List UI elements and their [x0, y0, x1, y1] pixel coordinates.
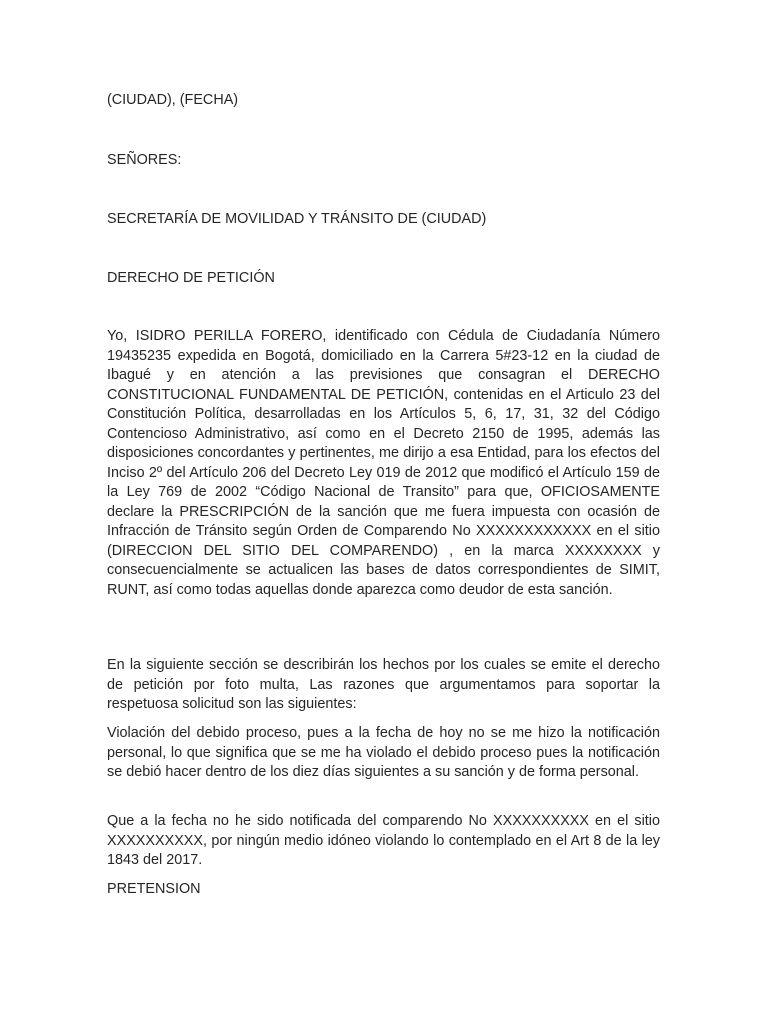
subject: DERECHO DE PETICIÓN: [107, 270, 275, 286]
salutation: SEÑORES:: [107, 152, 182, 168]
place-date: (CIUDAD), (FECHA): [107, 92, 239, 108]
recipient: SECRETARÍA DE MOVILIDAD Y TRÁNSITO DE (CIUDAD): [107, 211, 487, 227]
paragraph-facts-intro: En la siguiente sección se describirán los hechos por los cuales se emite el derecho de petición por foto multa, Las razones que argumentamos para soportar la respetuosa solicitud son las siguientes:: [107, 657, 660, 712]
paragraph-petition: Yo, ISIDRO PERILLA FORERO, identificado con Cédula de Ciudadanía Número 19435235 expedida en Bogotá, domiciliado en la Carrera 5#23-12 en la ciudad de Ibagué y en atención a las previsiones que consagran el DERECHO CONSTITUCIONAL FUNDAMENTAL DE PETICIÓN, contenidas en el Articulo 23 del Constitución Política, desarrolladas en los Artículos 5, 6, 17, 31, 32 del Código Contencioso Administrativo, así como en el Decreto 2150 de 1995, además las disposiciones concordantes y pertinentes, me dirijo a esa Entidad, para los efectos del Inciso 2º del Artículo 206 del Decreto Ley 019 de 2012 que modificó el Artículo 159 de la Ley 769 de 2002 “Código Nacional de Transito” para que, OFICIOSAMENTE declare la PRESCRIPCIÓN de la sanción que me fuera impuesta con ocasión de Infracción de Tránsito según Orden de Comparendo No XXXXXXXXXXXX en el sitio (DIRECCION DEL SITIO DEL COMPARENDO) , en la marca XXXXXXXX y consecuencialmente se actualicen las bases de datos correspondientes de SIMIT, RUNT, así como todas aquellas donde aparezca como deudor de esta sanción.: [107, 328, 660, 598]
paragraph-notification: Que a la fecha no he sido notificada del comparendo No XXXXXXXXXX en el sitio XXXXXXXXXX, por ningún medio idóneo violando lo contemplado en el Art 8 de la ley 1843 del 2017.: [107, 813, 660, 868]
section-heading: PRETENSION: [107, 881, 201, 897]
paragraph-due-process: Violación del debido proceso, pues a la fecha de hoy no se me hizo la notificación personal, lo que significa que se me ha violado el debido proceso pues la notificación se debió hacer dentro de los diez días siguientes a su sanción y de forma personal.: [107, 725, 660, 780]
